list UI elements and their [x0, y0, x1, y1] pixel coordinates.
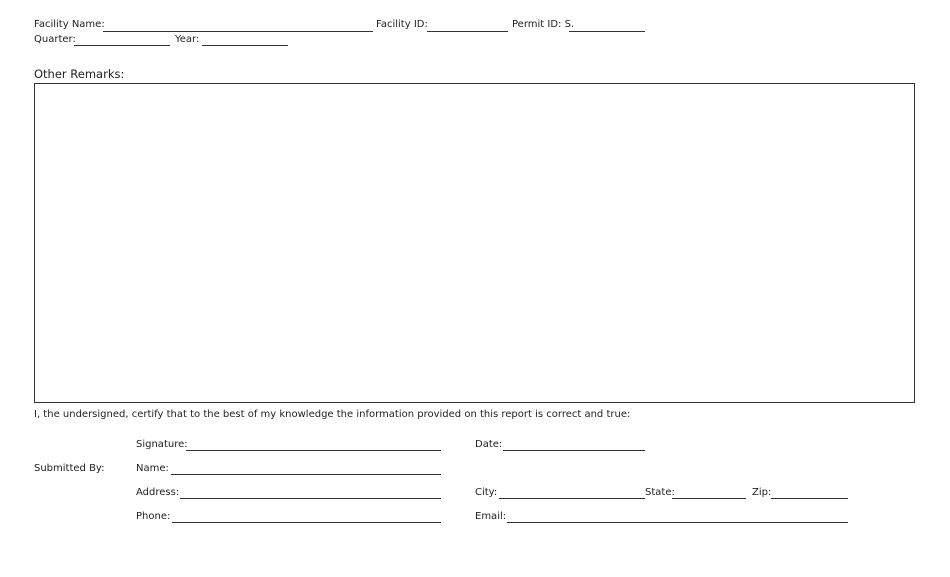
city-field[interactable] — [499, 482, 645, 499]
date-label: Date: — [475, 439, 503, 450]
phone-field[interactable] — [172, 506, 441, 523]
date-field[interactable] — [503, 434, 645, 451]
name-label: Name: — [136, 463, 169, 474]
certification-statement: I, the undersigned, certify that to the best of my knowledge the information provided on this report is correct and true: — [34, 409, 631, 420]
email-label: Email: — [475, 511, 507, 522]
address-label: Address: — [136, 487, 180, 498]
state-field[interactable] — [672, 482, 746, 499]
other-remarks-title: Other Remarks: — [34, 67, 125, 81]
other-remarks-textarea[interactable] — [34, 83, 915, 403]
state-label: State: — [645, 487, 675, 498]
email-field[interactable] — [507, 506, 848, 523]
permit-id-label: Permit ID: S. — [512, 19, 575, 30]
signature-field[interactable] — [186, 434, 441, 451]
quarter-label: Quarter: — [34, 34, 76, 45]
facility-name-label: Facility Name: — [34, 19, 105, 30]
facility-id-field[interactable] — [427, 15, 508, 32]
name-field[interactable] — [171, 458, 441, 475]
signature-label: Signature: — [136, 439, 188, 450]
permit-id-field[interactable] — [569, 15, 645, 32]
address-field[interactable] — [180, 482, 441, 499]
city-label: City: — [475, 487, 498, 498]
quarter-field[interactable] — [74, 29, 170, 46]
year-label: Year: — [175, 34, 200, 45]
phone-label: Phone: — [136, 511, 171, 522]
submitted-by-label: Submitted By: — [34, 463, 105, 474]
facility-id-label: Facility ID: — [376, 19, 428, 30]
zip-field[interactable] — [771, 482, 848, 499]
year-field[interactable] — [202, 29, 288, 46]
zip-label: Zip: — [752, 487, 772, 498]
